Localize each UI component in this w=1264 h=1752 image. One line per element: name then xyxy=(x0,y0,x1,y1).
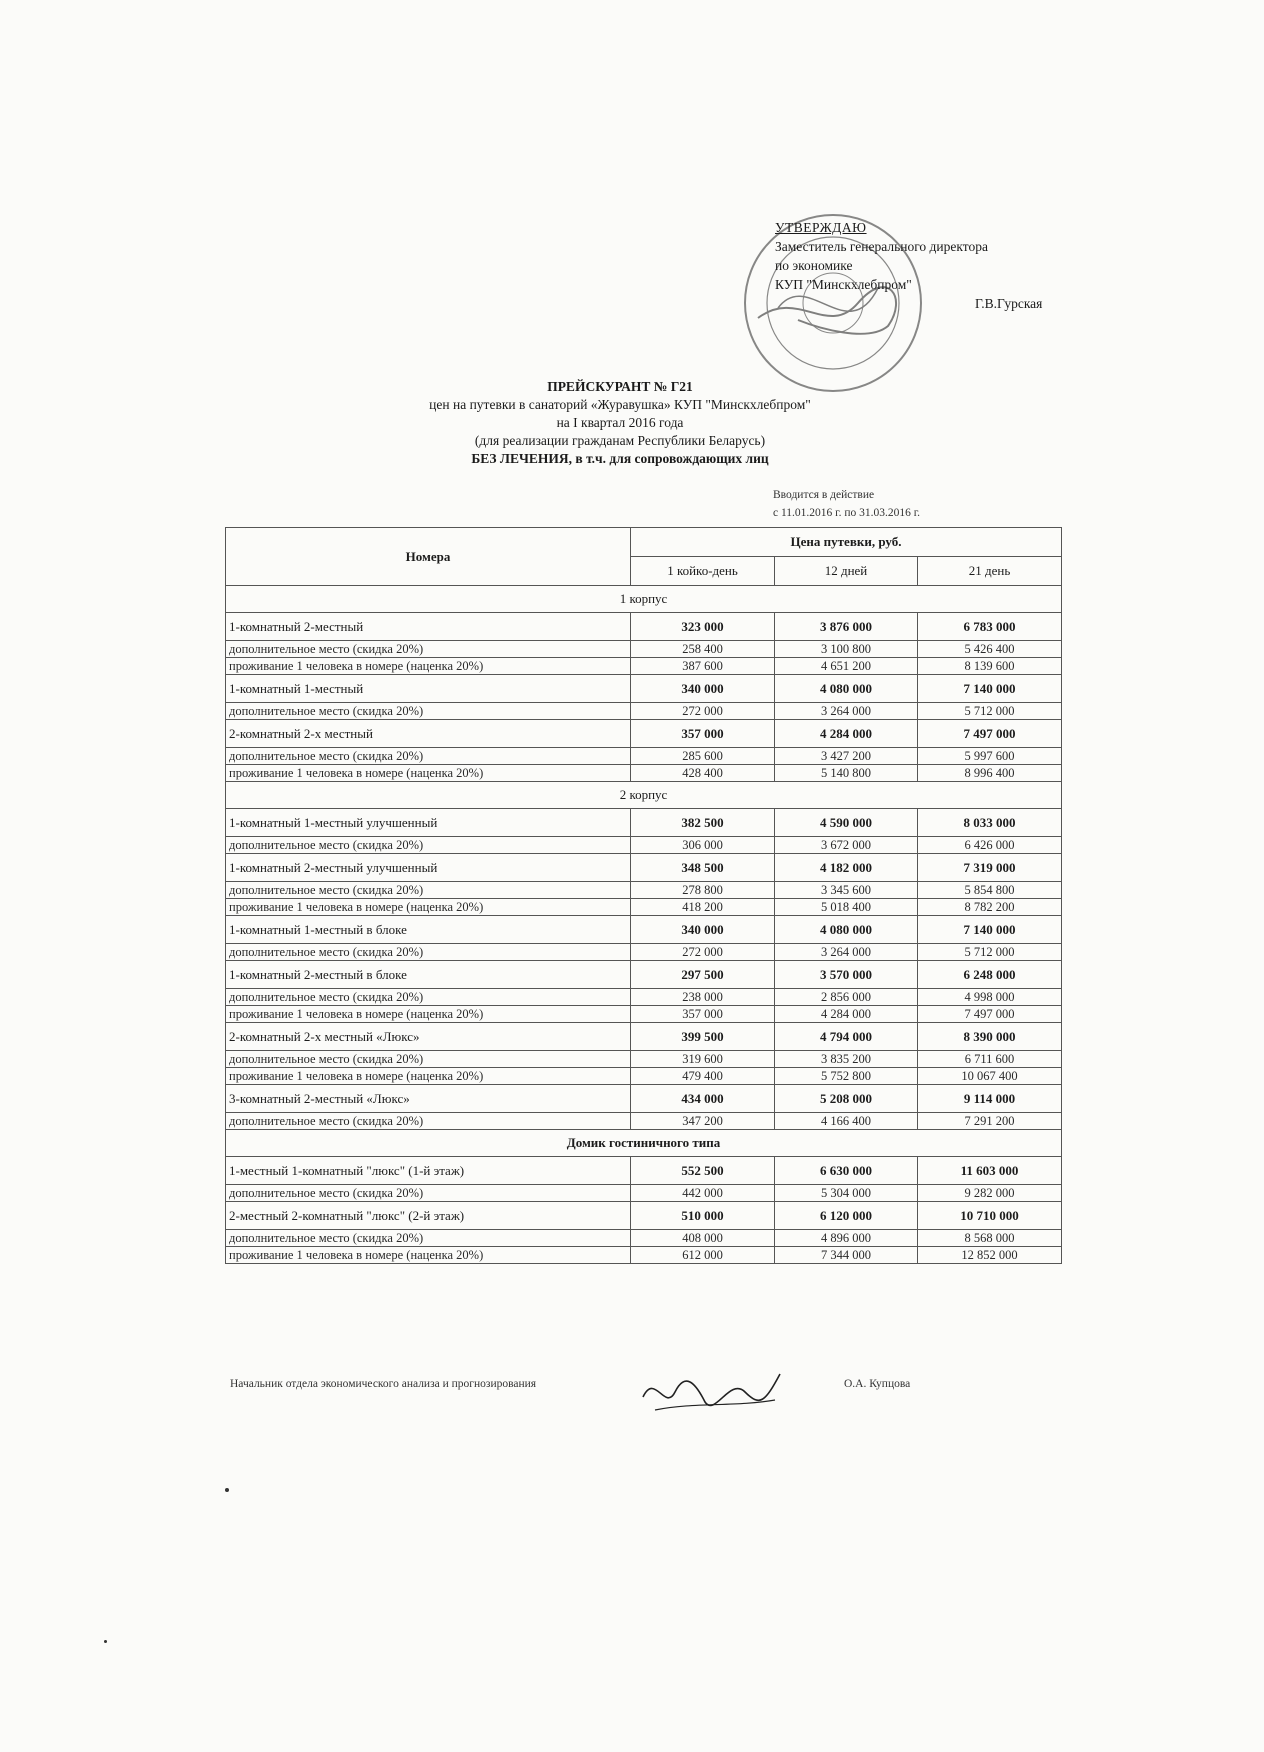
scan-speck xyxy=(225,1488,229,1492)
price-12-days: 3 264 000 xyxy=(775,944,918,961)
table-row xyxy=(226,1023,1062,1051)
table-row xyxy=(226,1006,1062,1023)
title-line: на I квартал 2016 года xyxy=(556,415,684,430)
header-1-day: 1 койко-день xyxy=(631,557,775,586)
table-row xyxy=(226,809,1062,837)
price-21-days: 9 282 000 xyxy=(918,1185,1062,1202)
price-21-days: 4 998 000 xyxy=(918,989,1062,1006)
price-12-days: 3 835 200 xyxy=(775,1051,918,1068)
table-row xyxy=(226,703,1062,720)
room-label: 1-местный 1-комнатный "люкс" (1-й этаж) xyxy=(226,1157,631,1185)
price-1-day: 552 500 xyxy=(631,1157,775,1185)
price-21-days: 10 710 000 xyxy=(918,1202,1062,1230)
price-1-day: 319 600 xyxy=(631,1051,775,1068)
header-12-days: 12 дней xyxy=(775,557,918,586)
price-12-days: 4 080 000 xyxy=(775,675,918,703)
price-21-days: 9 114 000 xyxy=(918,1085,1062,1113)
table-row xyxy=(226,944,1062,961)
price-12-days: 4 080 000 xyxy=(775,916,918,944)
approval-line: Заместитель генерального директора xyxy=(775,239,988,254)
signature-icon xyxy=(635,1362,785,1422)
room-label: 2-комнатный 2-х местный «Люкс» xyxy=(226,1023,631,1051)
price-21-days: 6 248 000 xyxy=(918,961,1062,989)
price-12-days: 3 876 000 xyxy=(775,613,918,641)
stamp-icon xyxy=(738,208,928,398)
table-row xyxy=(226,658,1062,675)
price-1-day: 340 000 xyxy=(631,916,775,944)
room-label: 2-местный 2-комнатный "люкс" (2-й этаж) xyxy=(226,1202,631,1230)
table-row xyxy=(226,1230,1062,1247)
room-label: 1-комнатный 1-местный xyxy=(226,675,631,703)
table-row xyxy=(226,882,1062,899)
price-1-day: 387 600 xyxy=(631,658,775,675)
effective-line: Вводится в действие xyxy=(773,489,875,501)
room-label: дополнительное место (скидка 20%) xyxy=(226,1230,631,1247)
price-1-day: 434 000 xyxy=(631,1085,775,1113)
price-1-day: 357 000 xyxy=(631,720,775,748)
room-label: 2-комнатный 2-х местный xyxy=(226,720,631,748)
title-line: БЕЗ ЛЕЧЕНИЯ, в т.ч. для сопровождающих лиц xyxy=(471,451,769,466)
price-1-day: 348 500 xyxy=(631,854,775,882)
price-1-day: 347 200 xyxy=(631,1113,775,1130)
table-row xyxy=(226,854,1062,882)
approval-heading: УТВЕРЖДАЮ xyxy=(775,220,867,235)
table-row xyxy=(226,837,1062,854)
price-1-day: 428 400 xyxy=(631,765,775,782)
scan-speck xyxy=(104,1640,107,1643)
price-1-day: 238 000 xyxy=(631,989,775,1006)
table-row xyxy=(226,961,1062,989)
table-row xyxy=(226,1068,1062,1085)
price-21-days: 8 782 200 xyxy=(918,899,1062,916)
price-1-day: 418 200 xyxy=(631,899,775,916)
room-label: дополнительное место (скидка 20%) xyxy=(226,989,631,1006)
price-12-days: 3 100 800 xyxy=(775,641,918,658)
price-12-days: 4 284 000 xyxy=(775,1006,918,1023)
price-21-days: 7 497 000 xyxy=(918,1006,1062,1023)
table-row xyxy=(226,1157,1062,1185)
room-label: проживание 1 человека в номере (наценка 20%) xyxy=(226,899,631,916)
approval-line: по экономике xyxy=(775,258,853,273)
section-row xyxy=(226,782,1062,809)
price-1-day: 258 400 xyxy=(631,641,775,658)
table-row xyxy=(226,1202,1062,1230)
footer-position: Начальник отдела экономического анализа и прогнозирования xyxy=(230,1378,537,1390)
price-12-days: 5 018 400 xyxy=(775,899,918,916)
price-12-days: 3 345 600 xyxy=(775,882,918,899)
table-row xyxy=(226,765,1062,782)
room-label: дополнительное место (скидка 20%) xyxy=(226,641,631,658)
price-12-days: 5 208 000 xyxy=(775,1085,918,1113)
price-12-days: 7 344 000 xyxy=(775,1247,918,1264)
table-row xyxy=(226,720,1062,748)
price-table-body xyxy=(226,586,1062,1264)
price-1-day: 442 000 xyxy=(631,1185,775,1202)
price-1-day: 510 000 xyxy=(631,1202,775,1230)
price-12-days: 4 590 000 xyxy=(775,809,918,837)
price-12-days: 3 672 000 xyxy=(775,837,918,854)
room-label: дополнительное место (скидка 20%) xyxy=(226,1185,631,1202)
price-12-days: 3 570 000 xyxy=(775,961,918,989)
header-rooms: Номера xyxy=(226,528,631,586)
price-12-days: 5 752 800 xyxy=(775,1068,918,1085)
document-title xyxy=(280,378,960,468)
room-label: 1-комнатный 1-местный улучшенный xyxy=(226,809,631,837)
price-12-days: 4 794 000 xyxy=(775,1023,918,1051)
price-12-days: 4 166 400 xyxy=(775,1113,918,1130)
price-table xyxy=(225,527,1062,1264)
price-1-day: 297 500 xyxy=(631,961,775,989)
price-12-days: 4 896 000 xyxy=(775,1230,918,1247)
room-label: 1-комнатный 2-местный xyxy=(226,613,631,641)
table-row xyxy=(226,916,1062,944)
room-label: 1-комнатный 2-местный улучшенный xyxy=(226,854,631,882)
effective-line: с 11.01.2016 г. по 31.03.2016 г. xyxy=(773,507,921,519)
room-label: дополнительное место (скидка 20%) xyxy=(226,837,631,854)
header-21-days: 21 день xyxy=(918,557,1062,586)
price-21-days: 5 712 000 xyxy=(918,944,1062,961)
title-line: (для реализации гражданам Республики Беларусь) xyxy=(474,433,766,448)
price-21-days: 6 426 000 xyxy=(918,837,1062,854)
price-12-days: 5 304 000 xyxy=(775,1185,918,1202)
price-1-day: 285 600 xyxy=(631,748,775,765)
title-line: цен на путевки в санаторий «Журавушка» КУП "Минскхлебпром" xyxy=(429,397,811,412)
table-row xyxy=(226,1113,1062,1130)
price-12-days: 3 427 200 xyxy=(775,748,918,765)
footer xyxy=(230,1378,930,1390)
price-21-days: 6 711 600 xyxy=(918,1051,1062,1068)
table-row xyxy=(226,989,1062,1006)
table-row xyxy=(226,675,1062,703)
price-21-days: 5 854 800 xyxy=(918,882,1062,899)
price-21-days: 8 996 400 xyxy=(918,765,1062,782)
price-1-day: 323 000 xyxy=(631,613,775,641)
room-label: 3-комнатный 2-местный «Люкс» xyxy=(226,1085,631,1113)
price-1-day: 399 500 xyxy=(631,1023,775,1051)
table-row xyxy=(226,748,1062,765)
price-21-days: 5 712 000 xyxy=(918,703,1062,720)
section-row xyxy=(226,586,1062,613)
table-row xyxy=(226,1085,1062,1113)
room-label: проживание 1 человека в номере (наценка 20%) xyxy=(226,658,631,675)
approval-signatory: Г.В.Гурская xyxy=(975,296,1043,311)
section-title: 2 корпус xyxy=(226,782,1062,809)
title-line: ПРЕЙСКУРАНТ № Г21 xyxy=(547,379,693,394)
price-1-day: 408 000 xyxy=(631,1230,775,1247)
price-12-days: 4 284 000 xyxy=(775,720,918,748)
price-21-days: 8 139 600 xyxy=(918,658,1062,675)
approval-line: КУП "Минскхлебпром" xyxy=(775,277,912,292)
footer-name: О.А. Купцова xyxy=(844,1378,911,1390)
room-label: дополнительное место (скидка 20%) xyxy=(226,748,631,765)
price-21-days: 10 067 400 xyxy=(918,1068,1062,1085)
room-label: проживание 1 человека в номере (наценка 20%) xyxy=(226,1006,631,1023)
room-label: дополнительное место (скидка 20%) xyxy=(226,703,631,720)
price-21-days: 7 291 200 xyxy=(918,1113,1062,1130)
header-price: Цена путевки, руб. xyxy=(631,528,1062,557)
price-1-day: 357 000 xyxy=(631,1006,775,1023)
price-12-days: 4 182 000 xyxy=(775,854,918,882)
room-label: дополнительное место (скидка 20%) xyxy=(226,944,631,961)
price-12-days: 6 630 000 xyxy=(775,1157,918,1185)
price-1-day: 272 000 xyxy=(631,944,775,961)
price-21-days: 7 497 000 xyxy=(918,720,1062,748)
table-row xyxy=(226,1185,1062,1202)
price-1-day: 340 000 xyxy=(631,675,775,703)
room-label: дополнительное место (скидка 20%) xyxy=(226,882,631,899)
room-label: проживание 1 человека в номере (наценка 20%) xyxy=(226,765,631,782)
price-12-days: 2 856 000 xyxy=(775,989,918,1006)
price-1-day: 306 000 xyxy=(631,837,775,854)
table-row xyxy=(226,1247,1062,1264)
room-label: 1-комнатный 1-местный в блоке xyxy=(226,916,631,944)
price-21-days: 8 390 000 xyxy=(918,1023,1062,1051)
section-title: Домик гостиничного типа xyxy=(226,1130,1062,1157)
price-21-days: 8 568 000 xyxy=(918,1230,1062,1247)
price-21-days: 8 033 000 xyxy=(918,809,1062,837)
price-1-day: 382 500 xyxy=(631,809,775,837)
room-label: проживание 1 человека в номере (наценка 20%) xyxy=(226,1068,631,1085)
price-21-days: 5 997 600 xyxy=(918,748,1062,765)
price-21-days: 12 852 000 xyxy=(918,1247,1062,1264)
table-row xyxy=(226,613,1062,641)
price-21-days: 11 603 000 xyxy=(918,1157,1062,1185)
table-row xyxy=(226,1051,1062,1068)
room-label: 1-комнатный 2-местный в блоке xyxy=(226,961,631,989)
room-label: дополнительное место (скидка 20%) xyxy=(226,1113,631,1130)
price-1-day: 479 400 xyxy=(631,1068,775,1085)
table-row xyxy=(226,899,1062,916)
price-1-day: 272 000 xyxy=(631,703,775,720)
table-row xyxy=(226,641,1062,658)
price-1-day: 278 800 xyxy=(631,882,775,899)
section-title: 1 корпус xyxy=(226,586,1062,613)
price-12-days: 4 651 200 xyxy=(775,658,918,675)
section-row xyxy=(226,1130,1062,1157)
price-21-days: 5 426 400 xyxy=(918,641,1062,658)
price-12-days: 5 140 800 xyxy=(775,765,918,782)
room-label: дополнительное место (скидка 20%) xyxy=(226,1051,631,1068)
room-label: проживание 1 человека в номере (наценка 20%) xyxy=(226,1247,631,1264)
price-21-days: 7 140 000 xyxy=(918,675,1062,703)
effective-dates xyxy=(773,486,920,522)
price-12-days: 3 264 000 xyxy=(775,703,918,720)
price-1-day: 612 000 xyxy=(631,1247,775,1264)
price-21-days: 7 319 000 xyxy=(918,854,1062,882)
price-21-days: 6 783 000 xyxy=(918,613,1062,641)
price-21-days: 7 140 000 xyxy=(918,916,1062,944)
price-12-days: 6 120 000 xyxy=(775,1202,918,1230)
